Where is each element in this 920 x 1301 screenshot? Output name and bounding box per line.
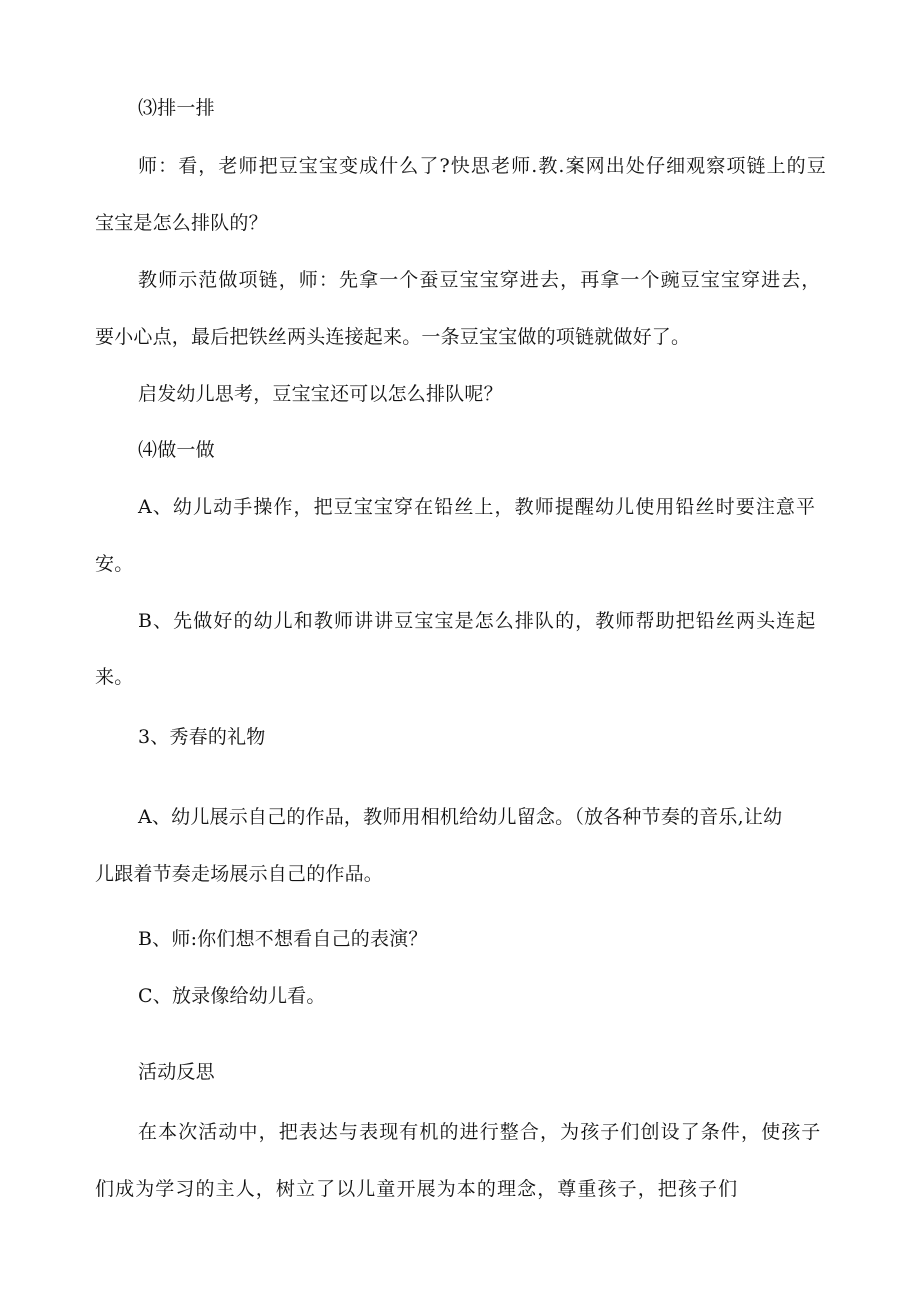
paragraph-line: 师：看，老师把豆宝宝变成什么了?快思老师.教.案网出处仔细观察项链上的豆 [138,155,827,177]
paragraph-line: 在本次活动中，把表达与表现有机的进行整合，为孩子们创设了条件，使孩子 [138,1121,822,1143]
section-heading-reflection: 活动反思 [138,1061,215,1083]
paragraph-line: B、师:你们想不想看自己的表演？ [138,928,428,950]
paragraph-line: 宝宝是怎么排队的？ [95,212,268,234]
section-heading-gift: 3、秀春的礼物 [138,726,266,748]
paragraph-line: A、幼儿动手操作，把豆宝宝穿在铅丝上，教师提醒幼儿使用铅丝时要注意平 [138,496,817,518]
paragraph-line: 来。 [95,666,134,688]
paragraph-line: C、放录像给幼儿看。 [138,985,326,1007]
paragraph-line: 儿跟着节奏走场展示自己的作品。 [95,863,384,885]
paragraph-line: 要小心点，最后把铁丝两头连接起来。一条豆宝宝做的项链就做好了。 [95,326,691,348]
paragraph-line: 们成为学习的主人，树立了以儿童开展为本的理念，尊重孩子，把孩子们 [95,1178,739,1200]
paragraph-line: A、幼儿展示自己的作品，教师用相机给幼儿留念。（放各种节奏的音乐,让幼 [138,806,783,828]
step-heading-do-it: ⑷做一做 [138,439,215,461]
paragraph-line: 安。 [95,553,134,575]
paragraph-line: 启发幼儿思考，豆宝宝还可以怎么排队呢？ [138,383,503,405]
paragraph-line: B、先做好的幼儿和教师讲讲豆宝宝是怎么排队的，教师帮助把铅丝两头连起 [138,610,817,632]
step-heading-line-up: ⑶排一排 [138,97,215,119]
paragraph-line: 教师示范做项链，师：先拿一个蚕豆宝宝穿进去，再拿一个豌豆宝宝穿进去， [138,269,822,291]
